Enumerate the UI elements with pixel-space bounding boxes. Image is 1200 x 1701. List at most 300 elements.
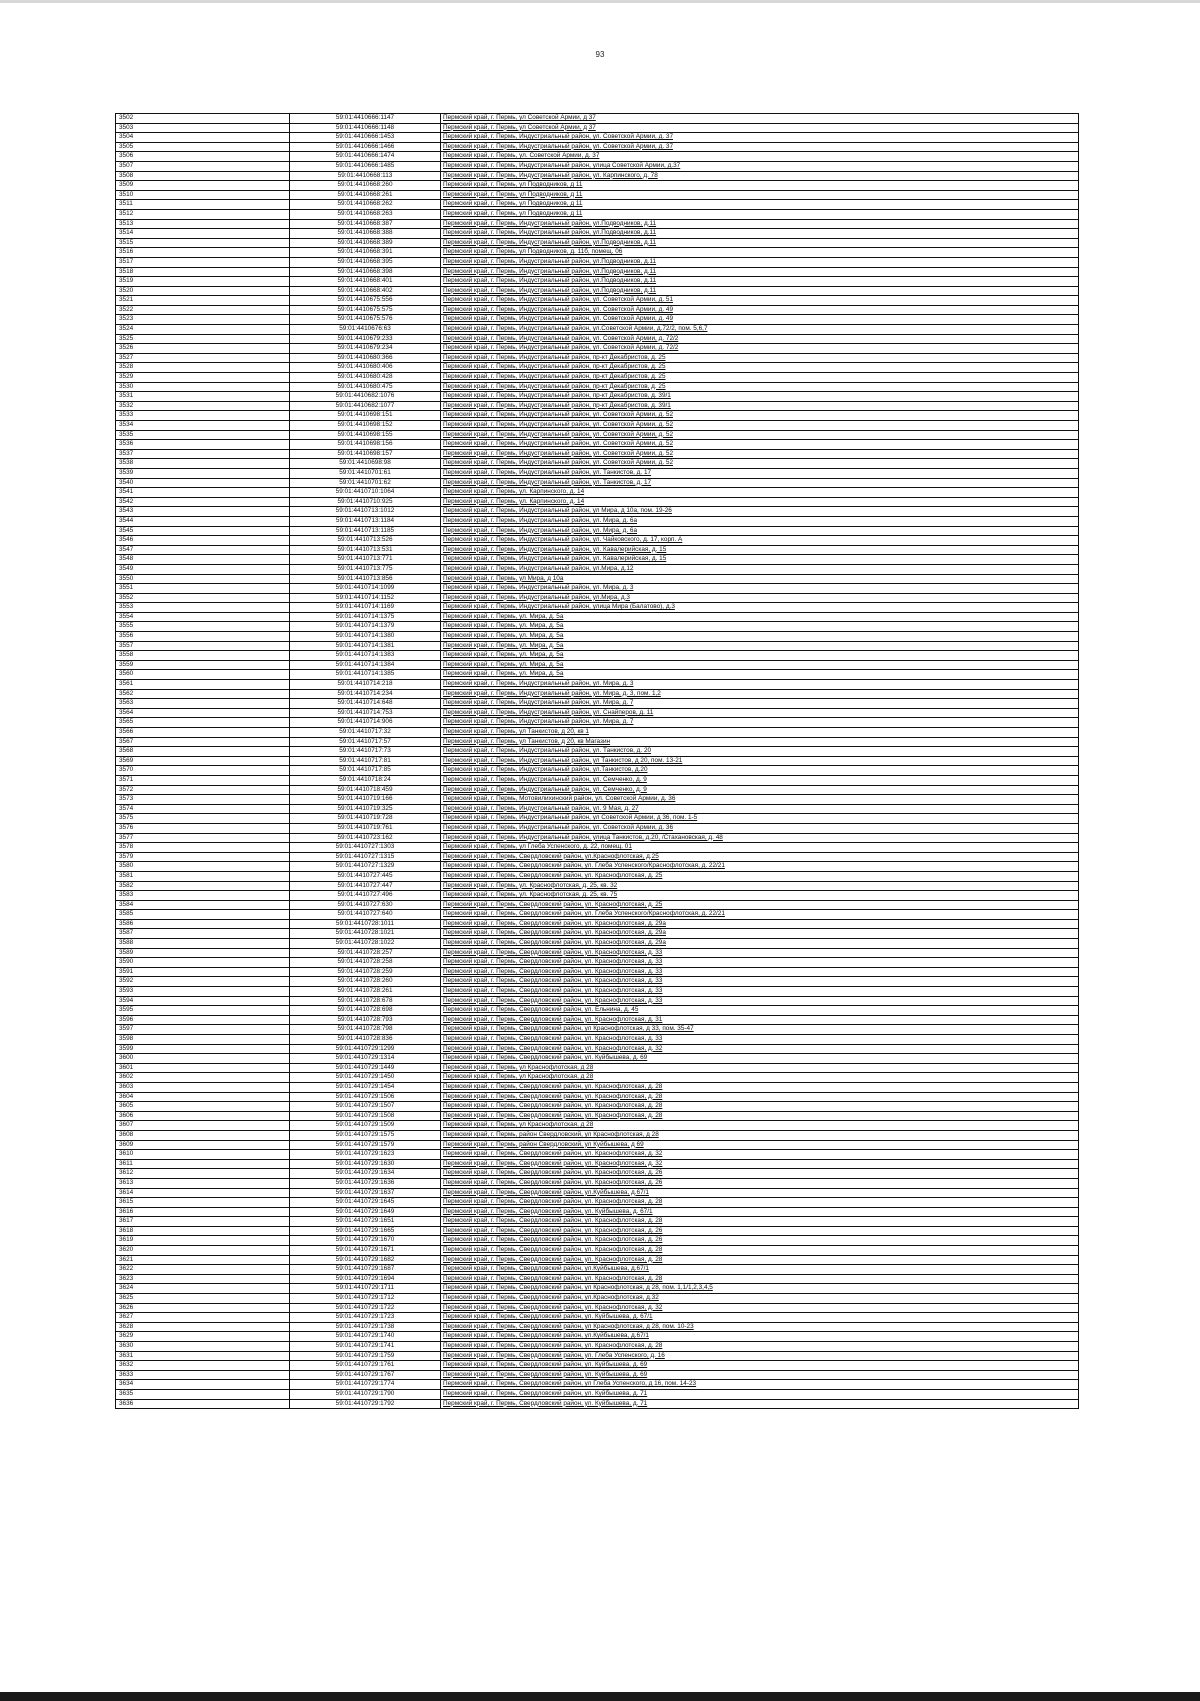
- address-cell: Пермский край, г. Пермь, Свердловский район, ул. Глеба Успенского, д. 16: [441, 1351, 1079, 1361]
- table-row: [116, 1130, 1079, 1140]
- table-row: [116, 1111, 1079, 1121]
- address-cell: Пермский край, г. Пермь, Индустриальный район, ул. Мира, д. 7: [441, 699, 1079, 709]
- cadastral-number-cell: 59:01:4410714:1152: [290, 593, 441, 603]
- cadastral-number-cell: 59:01:4410729:1314: [290, 1054, 441, 1064]
- cadastral-number-cell: 59:01:4410668:398: [290, 267, 441, 277]
- row-number-cell: 3551: [116, 584, 290, 594]
- row-number-cell: 3523: [116, 315, 290, 325]
- address-cell: Пермский край, г. Пермь, Индустриальный район, ул.Подводников, д.11: [441, 257, 1079, 267]
- row-number-cell: 3530: [116, 382, 290, 392]
- table-row: [116, 411, 1079, 421]
- row-number-cell: 3631: [116, 1351, 290, 1361]
- address-cell: Пермский край, г. Пермь, Свердловский район, ул. Куйбышева, д. 69: [441, 1054, 1079, 1064]
- table-row: [116, 1236, 1079, 1246]
- address-cell: Пермский край, г. Пермь, Индустриальный район, ул. Кавалерийская, д. 15: [441, 545, 1079, 555]
- cadastral-number-cell: 59:01:4410680:428: [290, 373, 441, 383]
- table-row: [116, 1255, 1079, 1265]
- row-number-cell: 3546: [116, 536, 290, 546]
- table-row: [116, 670, 1079, 680]
- table-row: [116, 871, 1079, 881]
- address-cell: Пермский край, г. Пермь, Свердловский район, ул.Куйбышева, д.67/1: [441, 1188, 1079, 1198]
- table-row: [116, 1140, 1079, 1150]
- row-number-cell: 3607: [116, 1121, 290, 1131]
- row-number-cell: 3587: [116, 929, 290, 939]
- row-number-cell: 3623: [116, 1274, 290, 1284]
- cadastral-number-cell: 59:01:4410729:1299: [290, 1044, 441, 1054]
- row-number-cell: 3559: [116, 660, 290, 670]
- table-row: [116, 190, 1079, 200]
- address-cell: Пермский край, г. Пермь, Свердловский район, ул. Краснофлотская, д. 28: [441, 1342, 1079, 1352]
- table-row: [116, 1121, 1079, 1131]
- table-row: [116, 1035, 1079, 1045]
- row-number-cell: 3556: [116, 632, 290, 642]
- row-number-cell: 3598: [116, 1035, 290, 1045]
- page-number: 93: [595, 50, 605, 59]
- address-cell: Пермский край, г. Пермь, район Свердловский, ул Куйбышева, д 69: [441, 1140, 1079, 1150]
- row-number-cell: 3511: [116, 200, 290, 210]
- cadastral-number-cell: 59:01:4410729:1454: [290, 1082, 441, 1092]
- table-row: [116, 257, 1079, 267]
- table-row: [116, 209, 1079, 219]
- cadastral-number-cell: 59:01:4410668:402: [290, 286, 441, 296]
- table-row: [116, 1102, 1079, 1112]
- row-number-cell: 3505: [116, 142, 290, 152]
- address-cell: Пермский край, г. Пермь, ул. Мира, д. 5а: [441, 612, 1079, 622]
- cadastral-number-cell: 59:01:4410729:1740: [290, 1332, 441, 1342]
- row-number-cell: 3594: [116, 996, 290, 1006]
- address-cell: Пермский край, г. Пермь, ул Советской Армии, д 37: [441, 123, 1079, 133]
- table-row: [116, 833, 1079, 843]
- row-number-cell: 3529: [116, 373, 290, 383]
- address-cell: Пермский край, г. Пермь, Индустриальный район, ул. Советской Армии, д. 52: [441, 430, 1079, 440]
- address-cell: Пермский край, г. Пермь, Индустриальный район, ул. Снайперов, д. 11: [441, 708, 1079, 718]
- address-cell: Пермский край, г. Пермь, ул. Мира, д. 5а: [441, 641, 1079, 651]
- address-cell: Пермский край, г. Пермь, Индустриальный район, ул. Чайковского, д. 17, корп. А: [441, 536, 1079, 546]
- cadastral-number-cell: 59:01:4410729:1507: [290, 1102, 441, 1112]
- cadastral-number-cell: 59:01:4410717:85: [290, 766, 441, 776]
- table-row: [116, 632, 1079, 642]
- row-number-cell: 3534: [116, 421, 290, 431]
- table-row: [116, 1025, 1079, 1035]
- cadastral-number-cell: 59:01:4410680:475: [290, 382, 441, 392]
- cadastral-number-cell: 59:01:4410675:556: [290, 296, 441, 306]
- cadastral-number-cell: 59:01:4410701:61: [290, 468, 441, 478]
- cadastral-number-cell: 59:01:4410729:1671: [290, 1246, 441, 1256]
- row-number-cell: 3516: [116, 248, 290, 258]
- row-number-cell: 3588: [116, 939, 290, 949]
- cadastral-number-cell: 59:01:4410719:728: [290, 814, 441, 824]
- table-row: [116, 641, 1079, 651]
- address-cell: Пермский край, г. Пермь, Индустриальный район, ул. Советской Армии, д. 72/2: [441, 334, 1079, 344]
- cadastral-number-cell: 59:01:4410717:57: [290, 737, 441, 747]
- address-cell: Пермский край, г. Пермь, Индустриальный район, улица Мира (Балатово), д.3: [441, 603, 1079, 613]
- address-cell: Пермский край, г. Пермь, Индустриальный район, ул. Мира, д. 6а: [441, 516, 1079, 526]
- cadastral-number-cell: 59:01:4410679:233: [290, 334, 441, 344]
- row-number-cell: 3515: [116, 238, 290, 248]
- cadastral-number-cell: 59:01:4410668:113: [290, 171, 441, 181]
- table-row: [116, 516, 1079, 526]
- table-row: [116, 1322, 1079, 1332]
- cadastral-number-cell: 59:01:4410714:1169: [290, 603, 441, 613]
- table-row: [116, 728, 1079, 738]
- cadastral-number-cell: 59:01:4410729:1738: [290, 1322, 441, 1332]
- cadastral-number-cell: 59:01:4410729:1506: [290, 1092, 441, 1102]
- address-cell: Пермский край, г. Пермь, Индустриальный район, ул. Советской Армии, д. 37: [441, 142, 1079, 152]
- table-row: [116, 468, 1079, 478]
- row-number-cell: 3604: [116, 1092, 290, 1102]
- address-cell: Пермский край, г. Пермь, ул Танкистов, д 20, кв Магазин: [441, 737, 1079, 747]
- cadastral-number-cell: 59:01:4410698:155: [290, 430, 441, 440]
- address-cell: Пермский край, г. Пермь, Свердловский район, ул. Краснофлотская, д. 32: [441, 1159, 1079, 1169]
- address-cell: Пермский край, г. Пермь, ул. Советской Армии, д. 37: [441, 152, 1079, 162]
- table-row: [116, 939, 1079, 949]
- table-row: [116, 1351, 1079, 1361]
- address-cell: Пермский край, г. Пермь, Индустриальный район, ул.Подводников, д.11: [441, 267, 1079, 277]
- cadastral-number-cell: 59:01:4410729:1665: [290, 1226, 441, 1236]
- cadastral-number-cell: 59:01:4410729:1645: [290, 1198, 441, 1208]
- row-number-cell: 3513: [116, 219, 290, 229]
- table-row: [116, 277, 1079, 287]
- row-number-cell: 3538: [116, 459, 290, 469]
- row-number-cell: 3533: [116, 411, 290, 421]
- address-cell: Пермский край, г. Пермь, Свердловский район, ул. Краснофлотская, д. 26: [441, 1178, 1079, 1188]
- table-row: [116, 382, 1079, 392]
- row-number-cell: 3509: [116, 181, 290, 191]
- cadastral-number-cell: 59:01:4410717:73: [290, 747, 441, 757]
- address-cell: Пермский край, г. Пермь, ул Подводников, д 11: [441, 200, 1079, 210]
- address-cell: Пермский край, г. Пермь, Индустриальный район, ул.Подводников, д.11: [441, 238, 1079, 248]
- cadastral-number-cell: 59:01:4410710:925: [290, 497, 441, 507]
- table-row: [116, 1294, 1079, 1304]
- address-cell: Пермский край, г. Пермь, Свердловский район, ул. Краснофлотская, д. 33: [441, 958, 1079, 968]
- scan-edge-top: [0, 0, 1200, 3]
- address-cell: Пермский край, г. Пермь, Индустриальный район, ул. Советской Армии, д. 36: [441, 823, 1079, 833]
- table-row: [116, 430, 1079, 440]
- table-row: [116, 1073, 1079, 1083]
- cadastral-number-cell: 59:01:4410668:389: [290, 238, 441, 248]
- table-row: [116, 862, 1079, 872]
- address-cell: Пермский край, г. Пермь, Индустриальный район, ул.Мира, д.3: [441, 593, 1079, 603]
- table-row: [116, 775, 1079, 785]
- row-number-cell: 3632: [116, 1361, 290, 1371]
- table-row: [116, 756, 1079, 766]
- cadastral-number-cell: 59:01:4410729:1682: [290, 1255, 441, 1265]
- row-number-cell: 3540: [116, 478, 290, 488]
- address-cell: Пермский край, г. Пермь, Индустриальный район, ул.Подводников, д.11: [441, 286, 1079, 296]
- address-cell: Пермский край, г. Пермь, Свердловский район, ул. Глеба Успенского/Краснофлотская, д. 22/21: [441, 910, 1079, 920]
- address-cell: Пермский край, г. Пермь, Индустриальный район, улица Советской Армии, д.37: [441, 161, 1079, 171]
- cadastral-number-cell: 59:01:4410666:1485: [290, 161, 441, 171]
- address-cell: Пермский край, г. Пермь, Свердловский район, ул. Краснофлотская, д. 25: [441, 900, 1079, 910]
- row-number-cell: 3526: [116, 344, 290, 354]
- cadastral-number-cell: 59:01:4410728:678: [290, 996, 441, 1006]
- table-row: [116, 1361, 1079, 1371]
- cadastral-number-cell: 59:01:4410680:366: [290, 353, 441, 363]
- address-cell: Пермский край, г. Пермь, Индустриальный район, ул. Мира, д. 6а: [441, 526, 1079, 536]
- cadastral-number-cell: 59:01:4410713:531: [290, 545, 441, 555]
- address-cell: Пермский край, г. Пермь, Индустриальный район, ул. Мира, д. 3, пом. 1,2: [441, 689, 1079, 699]
- table-row: [116, 737, 1079, 747]
- cadastral-number-cell: 59:01:4410729:1761: [290, 1361, 441, 1371]
- cadastral-number-cell: 59:01:4410717:81: [290, 756, 441, 766]
- row-number-cell: 3624: [116, 1284, 290, 1294]
- cadastral-number-cell: 59:01:4410713:1184: [290, 516, 441, 526]
- row-number-cell: 3570: [116, 766, 290, 776]
- address-cell: Пермский край, г. Пермь, Свердловский район, ул. Куйбышева, д. 69: [441, 1370, 1079, 1380]
- table-row: [116, 526, 1079, 536]
- row-number-cell: 3537: [116, 449, 290, 459]
- table-row: [116, 747, 1079, 757]
- row-number-cell: 3619: [116, 1236, 290, 1246]
- row-number-cell: 3510: [116, 190, 290, 200]
- cadastral-number-cell: 59:01:4410717:32: [290, 728, 441, 738]
- cadastral-number-cell: 59:01:4410728:1022: [290, 939, 441, 949]
- row-number-cell: 3633: [116, 1370, 290, 1380]
- cadastral-number-cell: 59:01:4410713:771: [290, 555, 441, 565]
- table-row: [116, 823, 1079, 833]
- address-cell: Пермский край, г. Пермь, Свердловский район, ул. Краснофлотская, д. 28: [441, 1102, 1079, 1112]
- address-cell: Пермский край, г. Пермь, Индустриальный район, ул. Советской Армии, д. 49: [441, 305, 1079, 315]
- address-cell: Пермский край, г. Пермь, Свердловский район, ул. Ельнина, д. 45: [441, 1006, 1079, 1016]
- table-row: [116, 1399, 1079, 1409]
- address-cell: Пермский край, г. Пермь, Свердловский район, ул. Краснофлотская, д. 28: [441, 1274, 1079, 1284]
- cadastral-number-cell: 59:01:4410714:1375: [290, 612, 441, 622]
- address-cell: Пермский край, г. Пермь, Свердловский район, ул.Краснофлотская, д.32: [441, 1294, 1079, 1304]
- cadastral-number-cell: 59:01:4410666:1147: [290, 114, 441, 124]
- cadastral-number-cell: 59:01:4410714:1380: [290, 632, 441, 642]
- table-row: [116, 373, 1079, 383]
- row-number-cell: 3617: [116, 1217, 290, 1227]
- row-number-cell: 3577: [116, 833, 290, 843]
- address-cell: Пермский край, г. Пермь, ул Глеба Успенского, д. 22, помещ. 01: [441, 843, 1079, 853]
- cadastral-number-cell: 59:01:4410729:1687: [290, 1265, 441, 1275]
- cadastral-number-cell: 59:01:4410729:1630: [290, 1159, 441, 1169]
- cadastral-number-cell: 59:01:4410719:325: [290, 804, 441, 814]
- table-row: [116, 593, 1079, 603]
- table-row: [116, 900, 1079, 910]
- cadastral-number-cell: 59:01:4410668:391: [290, 248, 441, 258]
- cadastral-number-cell: 59:01:4410718:24: [290, 775, 441, 785]
- row-number-cell: 3596: [116, 1015, 290, 1025]
- address-cell: Пермский край, г. Пермь, ул Краснофлотская, д 28: [441, 1121, 1079, 1131]
- table-row: [116, 133, 1079, 143]
- row-number-cell: 3616: [116, 1207, 290, 1217]
- cadastral-number-cell: 59:01:4410723:162: [290, 833, 441, 843]
- table-row: [116, 1207, 1079, 1217]
- cadastral-number-cell: 59:01:4410679:234: [290, 344, 441, 354]
- address-cell: Пермский край, г. Пермь, Свердловский район, ул. Краснофлотская, д. 29а: [441, 929, 1079, 939]
- address-cell: Пермский край, г. Пермь, Индустриальный район, ул Мира, д 10а, пом. 19-26: [441, 507, 1079, 517]
- row-number-cell: 3580: [116, 862, 290, 872]
- cadastral-number-cell: 59:01:4410729:1774: [290, 1380, 441, 1390]
- address-cell: Пермский край, г. Пермь, Индустриальный район, ул.Мира, д.12: [441, 564, 1079, 574]
- row-number-cell: 3528: [116, 363, 290, 373]
- address-cell: Пермский край, г. Пермь, Индустриальный район, ул. Кавалерийская, д. 15: [441, 555, 1079, 565]
- row-number-cell: 3522: [116, 305, 290, 315]
- cadastral-number-cell: 59:01:4410714:1385: [290, 670, 441, 680]
- table-row: [116, 910, 1079, 920]
- row-number-cell: 3532: [116, 401, 290, 411]
- address-cell: Пермский край, г. Пермь, район Свердловский, ул Краснофлотская, д 28: [441, 1130, 1079, 1140]
- row-number-cell: 3618: [116, 1226, 290, 1236]
- cadastral-number-cell: 59:01:4410728:259: [290, 967, 441, 977]
- row-number-cell: 3564: [116, 708, 290, 718]
- table-row: [116, 1342, 1079, 1352]
- row-number-cell: 3581: [116, 871, 290, 881]
- cadastral-number-cell: 59:01:4410668:260: [290, 181, 441, 191]
- address-cell: Пермский край, г. Пермь, Свердловский район, ул. Краснофлотская, д. 31: [441, 1015, 1079, 1025]
- cadastral-number-cell: 59:01:4410729:1670: [290, 1236, 441, 1246]
- cadastral-number-cell: 59:01:4410714:648: [290, 699, 441, 709]
- cadastral-number-cell: 59:01:4410729:1792: [290, 1399, 441, 1409]
- address-cell: Пермский край, г. Пермь, ул. Мира, д. 5а: [441, 632, 1079, 642]
- table-row: [116, 363, 1079, 373]
- cadastral-number-cell: 59:01:4410701:62: [290, 478, 441, 488]
- table-row: [116, 219, 1079, 229]
- address-cell: Пермский край, г. Пермь, Индустриальный район, ул.Подводников, д.11: [441, 219, 1079, 229]
- cadastral-number-cell: 59:01:4410728:260: [290, 977, 441, 987]
- cadastral-number-cell: 59:01:4410729:1508: [290, 1111, 441, 1121]
- row-number-cell: 3614: [116, 1188, 290, 1198]
- address-cell: Пермский край, г. Пермь, Свердловский район, ул. Краснофлотская, д. 29а: [441, 919, 1079, 929]
- address-cell: Пермский край, г. Пермь, Свердловский район, ул. Краснофлотская, д. 28: [441, 1246, 1079, 1256]
- table-row: [116, 142, 1079, 152]
- table-row: [116, 1063, 1079, 1073]
- table-row: [116, 286, 1079, 296]
- cadastral-number-cell: 59:01:4410729:1767: [290, 1370, 441, 1380]
- row-number-cell: 3525: [116, 334, 290, 344]
- row-number-cell: 3508: [116, 171, 290, 181]
- table-row: [116, 171, 1079, 181]
- cadastral-number-cell: 59:01:4410729:1759: [290, 1351, 441, 1361]
- address-cell: Пермский край, г. Пермь, ул. Краснофлотская, д. 25, кв. 75: [441, 891, 1079, 901]
- address-cell: Пермский край, г. Пермь, Свердловский район, ул. Краснофлотская, д. 25: [441, 871, 1079, 881]
- table-row: [116, 680, 1079, 690]
- table-row: [116, 229, 1079, 239]
- cadastral-number-cell: 59:01:4410729:1712: [290, 1294, 441, 1304]
- table-row: [116, 1389, 1079, 1399]
- address-cell: Пермский край, г. Пермь, Индустриальный район, ул. Советской Армии, д. 52: [441, 440, 1079, 450]
- row-number-cell: 3524: [116, 325, 290, 335]
- row-number-cell: 3541: [116, 488, 290, 498]
- row-number-cell: 3597: [116, 1025, 290, 1035]
- table-row: [116, 478, 1079, 488]
- address-cell: Пермский край, г. Пермь, Индустриальный район, пр-кт Декабристов, д. 39/1: [441, 401, 1079, 411]
- cadastral-number-cell: 59:01:4410666:1453: [290, 133, 441, 143]
- row-number-cell: 3521: [116, 296, 290, 306]
- table-row: [116, 1159, 1079, 1169]
- address-cell: Пермский край, г. Пермь, Свердловский район, ул. Краснофлотская, д. 28: [441, 1111, 1079, 1121]
- row-number-cell: 3621: [116, 1255, 290, 1265]
- cadastral-number-cell: 59:01:4410698:156: [290, 440, 441, 450]
- row-number-cell: 3549: [116, 564, 290, 574]
- row-number-cell: 3584: [116, 900, 290, 910]
- row-number-cell: 3611: [116, 1159, 290, 1169]
- address-cell: Пермский край, г. Пермь, ул. Мира, д. 5а: [441, 651, 1079, 661]
- address-cell: Пермский край, г. Пермь, Индустриальный район, ул. Танкистов, д. 17: [441, 478, 1079, 488]
- row-number-cell: 3514: [116, 229, 290, 239]
- table-row: [116, 114, 1079, 124]
- row-number-cell: 3629: [116, 1332, 290, 1342]
- table-row: [116, 996, 1079, 1006]
- cadastral-number-cell: 59:01:4410675:576: [290, 315, 441, 325]
- cadastral-number-cell: 59:01:4410729:1575: [290, 1130, 441, 1140]
- cadastral-number-cell: 59:01:4410668:263: [290, 209, 441, 219]
- table-row: [116, 948, 1079, 958]
- cadastral-number-cell: 59:01:4410728:836: [290, 1035, 441, 1045]
- table-row: [116, 440, 1079, 450]
- cadastral-number-cell: 59:01:4410713:1185: [290, 526, 441, 536]
- table-row: [116, 574, 1079, 584]
- cadastral-number-cell: 59:01:4410729:1449: [290, 1063, 441, 1073]
- row-number-cell: 3543: [116, 507, 290, 517]
- table-row: [116, 881, 1079, 891]
- table-row: [116, 315, 1079, 325]
- address-cell: Пермский край, г. Пермь, Свердловский район, ул.Куйбышева, д.67/1: [441, 1265, 1079, 1275]
- address-cell: Пермский край, г. Пермь, Индустриальный район, ул. Советской Армии, д. 72/2: [441, 344, 1079, 354]
- address-cell: Пермский край, г. Пермь, Свердловский район, ул. Краснофлотская, д. 28: [441, 1198, 1079, 1208]
- row-number-cell: 3536: [116, 440, 290, 450]
- row-number-cell: 3504: [116, 133, 290, 143]
- address-cell: Пермский край, г. Пермь, Свердловский район, ул. Краснофлотская, д. 32: [441, 1303, 1079, 1313]
- table-row: [116, 1082, 1079, 1092]
- address-cell: Пермский край, г. Пермь, Индустриальный район, ул. Советской Армии, д. 52: [441, 459, 1079, 469]
- row-number-cell: 3565: [116, 718, 290, 728]
- table-row: [116, 814, 1079, 824]
- cadastral-number-cell: 59:01:4410729:1509: [290, 1121, 441, 1131]
- row-number-cell: 3579: [116, 852, 290, 862]
- table-row: [116, 987, 1079, 997]
- cadastral-number-cell: 59:01:4410714:753: [290, 708, 441, 718]
- row-number-cell: 3569: [116, 756, 290, 766]
- address-cell: Пермский край, г. Пермь, Индустриальный район, ул. Советской Армии, д. 37: [441, 133, 1079, 143]
- row-number-cell: 3557: [116, 641, 290, 651]
- address-cell: Пермский край, г. Пермь, ул Подводников, д 11: [441, 181, 1079, 191]
- scan-bottom-edge: [0, 1692, 1200, 1701]
- table-row: [116, 545, 1079, 555]
- table-row: [116, 200, 1079, 210]
- cadastral-number-cell: 59:01:4410668:395: [290, 257, 441, 267]
- cadastral-number-cell: 59:01:4410682:1076: [290, 392, 441, 402]
- cadastral-number-cell: 59:01:4410727:640: [290, 910, 441, 920]
- table-row: [116, 305, 1079, 315]
- table-row: [116, 1313, 1079, 1323]
- table-row: [116, 1169, 1079, 1179]
- table-row: [116, 1178, 1079, 1188]
- row-number-cell: 3612: [116, 1169, 290, 1179]
- cadastral-number-cell: 59:01:4410729:1694: [290, 1274, 441, 1284]
- row-number-cell: 3571: [116, 775, 290, 785]
- table-row: [116, 344, 1079, 354]
- table-row: [116, 152, 1079, 162]
- row-number-cell: 3519: [116, 277, 290, 287]
- row-number-cell: 3586: [116, 919, 290, 929]
- table-row: [116, 967, 1079, 977]
- row-number-cell: 3555: [116, 622, 290, 632]
- row-number-cell: 3568: [116, 747, 290, 757]
- row-number-cell: 3517: [116, 257, 290, 267]
- address-cell: Пермский край, г. Пермь, ул Мира, д 10а: [441, 574, 1079, 584]
- table-row: [116, 392, 1079, 402]
- cadastral-number-cell: 59:01:4410727:445: [290, 871, 441, 881]
- row-number-cell: 3595: [116, 1006, 290, 1016]
- table-row: [116, 507, 1079, 517]
- cadastral-number-cell: 59:01:4410727:1303: [290, 843, 441, 853]
- row-number-cell: 3547: [116, 545, 290, 555]
- row-number-cell: 3599: [116, 1044, 290, 1054]
- table-row: [116, 699, 1079, 709]
- table-row: [116, 1265, 1079, 1275]
